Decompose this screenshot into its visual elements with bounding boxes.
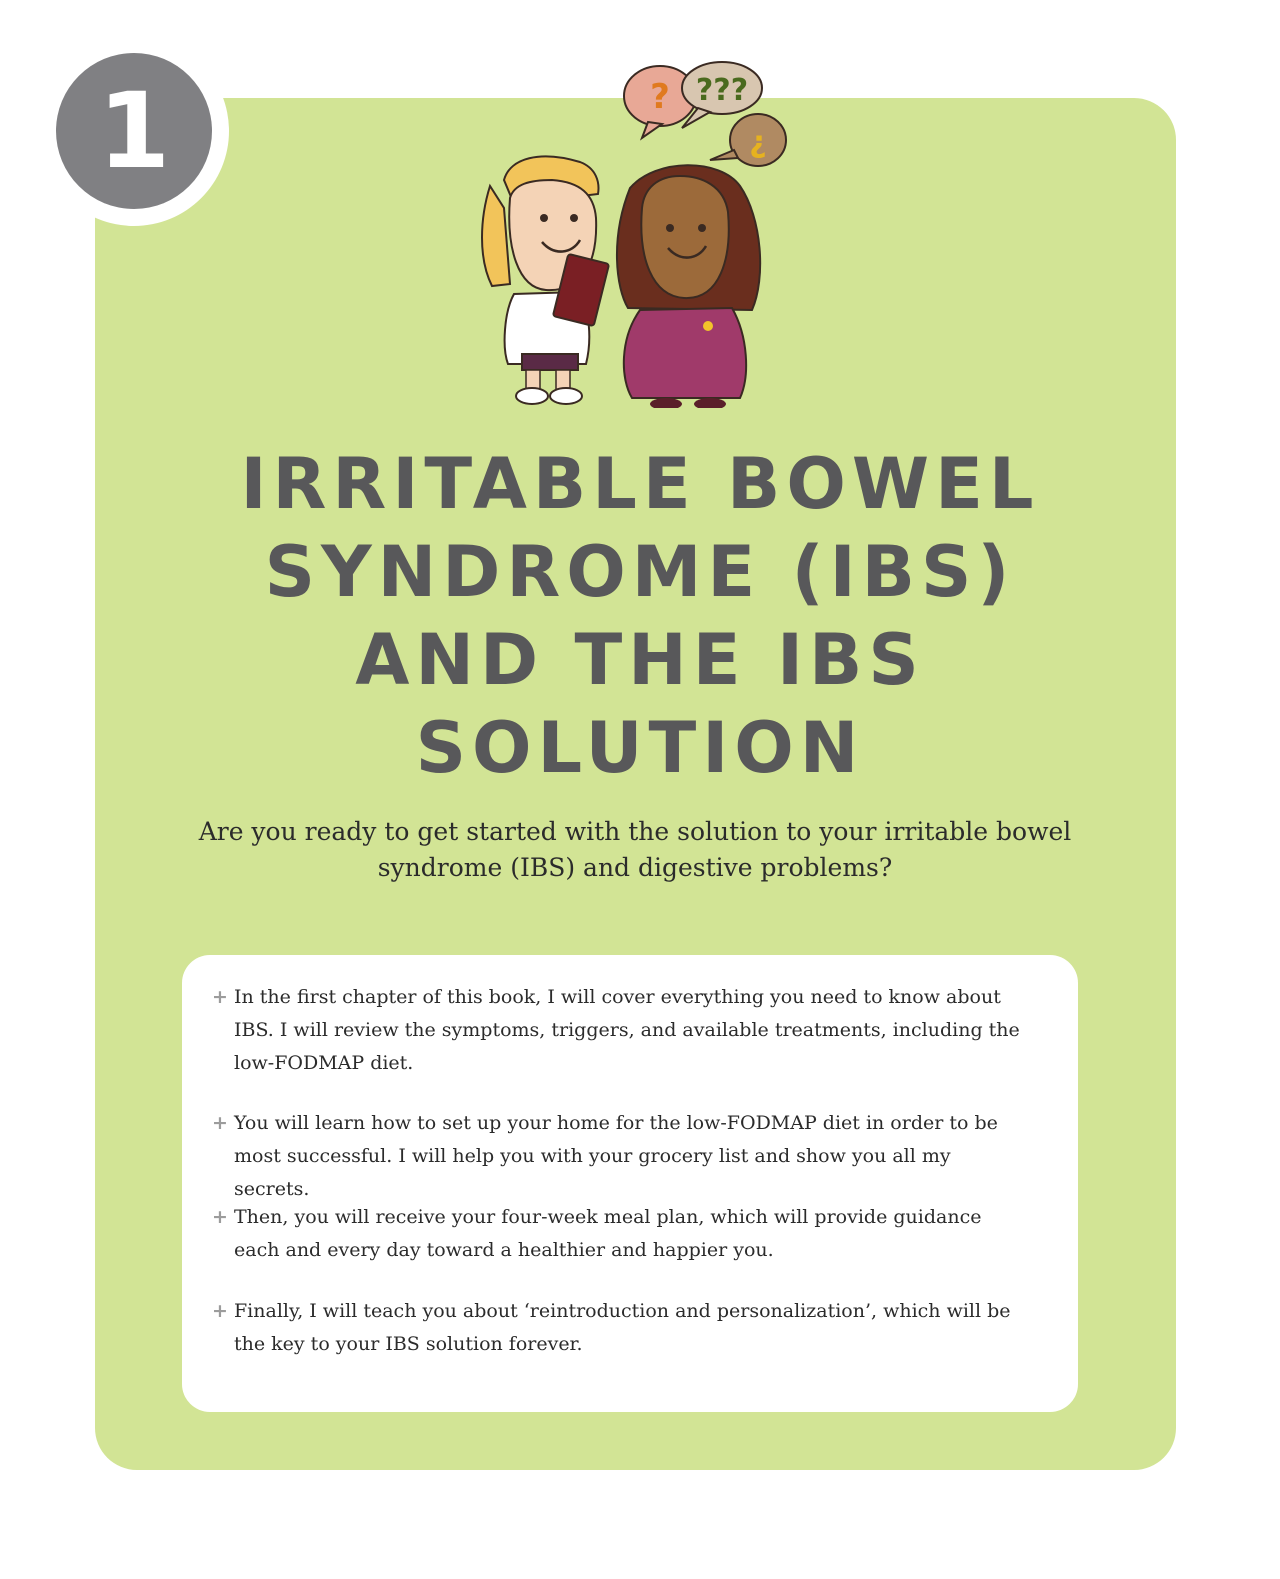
list-item [212,1201,1032,1267]
plus-icon: + [212,1112,228,1134]
intro-line-2: syndrome (IBS) and digestive problems? [377,853,893,882]
list-item-text [234,1295,1032,1361]
list-item-line: IBS. I will review the symptoms, triggers, and available treatments, including the [234,1019,1020,1041]
speech-bubble-inverted-question-icon [710,114,786,166]
chapter-title-line-4: SOLUTION [415,707,865,789]
list-item-text [234,1201,1032,1267]
plus-icon: + [212,986,228,1008]
dietitian-and-patient-icon [470,58,790,408]
list-item [212,981,1032,1080]
chapter-number-badge [39,36,229,226]
chapter-overview-card [182,955,1078,1412]
chapter-title [150,440,1130,792]
intro-paragraph [170,814,1100,886]
list-item [212,1107,1032,1206]
list-item-line: Finally, I will teach you about ‘reintroduction and personalization’, which will be [234,1300,1011,1322]
list-item-line: low-FODMAP diet. [234,1052,414,1074]
list-item [212,1295,1032,1361]
list-item-text [234,1107,1032,1206]
list-item-line: In the first chapter of this book, I will cover everything you need to know about [234,986,1001,1008]
list-item-line: most successful. I will help you with your grocery list and show you all my secrets. [234,1145,951,1200]
list-item-line: the key to your IBS solution forever. [234,1333,583,1355]
patient-character-icon [617,165,760,408]
chapter-title-line-2: SYNDROME (IBS) [264,531,1016,613]
intro-line-1: Are you ready to get started with the solution to your irritable bowel [198,817,1072,846]
list-item-line: You will learn how to set up your home for the low-FODMAP diet in order to be [234,1112,998,1134]
chapter-title-line-3: AND THE IBS [355,619,925,701]
dietitian-character-icon [482,156,609,404]
plus-icon: + [212,1206,228,1228]
list-item-line: each and every day toward a healthier and happier you. [234,1239,774,1261]
speech-bubble-text-1: ? [650,77,670,117]
speech-bubble-text-3: ¿ [749,125,767,160]
speech-bubble-text-2: ??? [695,73,749,108]
list-item-text [234,981,1032,1080]
chapter-number: 1 [56,53,212,209]
chapter-title-line-1: IRRITABLE BOWEL [240,443,1040,525]
list-item-line: Then, you will receive your four-week meal plan, which will provide guidance [234,1206,982,1228]
plus-icon: + [212,1300,228,1322]
